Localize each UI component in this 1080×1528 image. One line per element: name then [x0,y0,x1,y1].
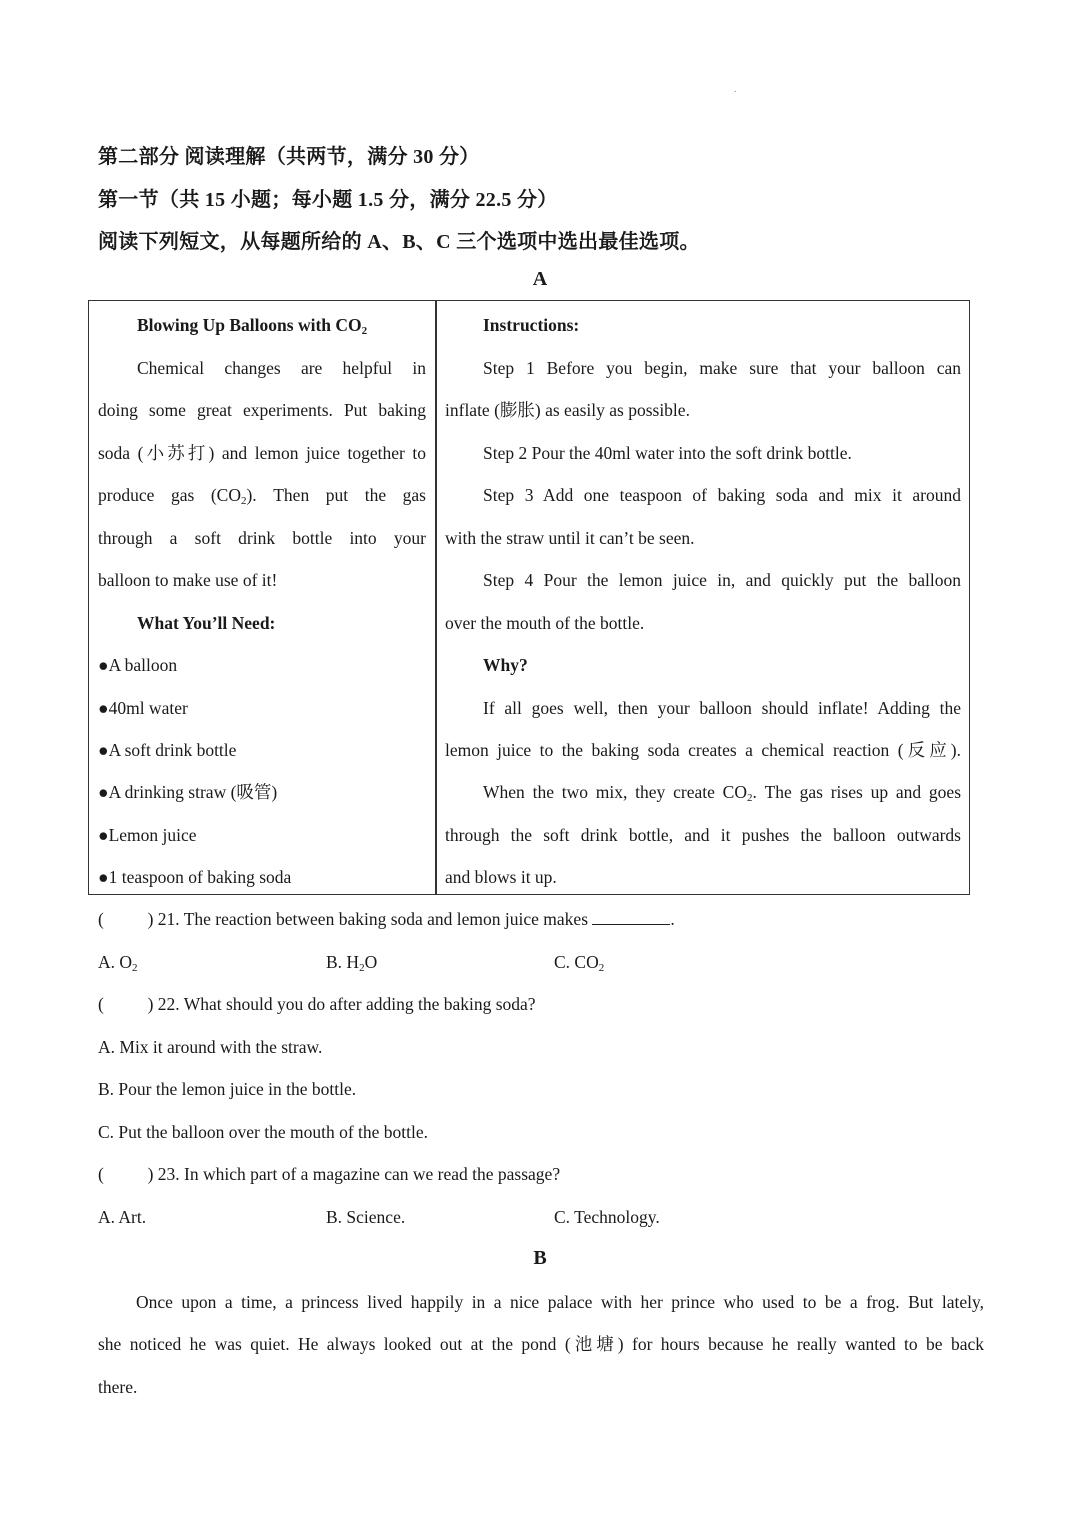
bullet-icon: ● [98,740,109,760]
need-item: ●A balloon [98,655,178,675]
option-23c[interactable]: C. Technology. [554,1207,660,1227]
intro-line: doing some great experiments. Put baking [98,400,426,420]
answer-bracket[interactable]: ( ) [98,1164,154,1184]
passage-b-line: she noticed he was quiet. He always looked out at the pond (池塘) for hours because he really wanted to be back [98,1334,984,1354]
step-1-line: inflate (膨胀) as easily as possible. [445,400,690,420]
option-22c[interactable]: C. Put the balloon over the mouth of the bottle. [98,1122,429,1142]
bullet-icon: ● [98,698,109,718]
passage-a-table [88,300,970,895]
bullet-icon: ● [98,825,109,845]
passage-b-label: B [533,1247,547,1269]
passage-a-label: A [532,268,548,290]
question-23: ( ) 23. In which part of a magazine can we read the passage? [98,1164,561,1184]
option-21c[interactable]: C. $CO_2$ [554,952,605,974]
experiment-title: Blowing Up Balloons with $CO_2$ [137,315,368,337]
step-1-line: Step 1 Before you begin, make sure that your balloon can [483,358,961,378]
why-title: Why? [483,655,528,675]
section-title: 第一节（共 15 小题；每小题 1.5 分，满分 22.5 分） [98,189,558,211]
why-line: and blows it up. [445,867,557,887]
need-item: ●Lemon juice [98,825,197,845]
need-item: ●A drinking straw (吸管) [98,782,278,802]
part-title: 第二部分 阅读理解（共两节，满分 30 分） [98,146,480,168]
option-22b[interactable]: B. Pour the lemon juice in the bottle. [98,1079,357,1099]
bullet-icon: ● [98,655,109,675]
why-line: If all goes well, then your balloon should inflate! Adding the [483,698,961,718]
option-23b[interactable]: B. Science. [326,1207,406,1227]
step-4-line: Step 4 Pour the lemon juice in, and quickly put the balloon [483,570,961,590]
intro-line: produce gas $(CO_2)$. Then put the gas [98,485,426,507]
bullet-icon: ● [98,782,109,802]
step-2-line: Step 2 Pour the 40ml water into the soft drink bottle. [483,443,852,463]
why-line: through the soft drink bottle, and it pushes the balloon outwards [445,825,961,845]
answer-bracket[interactable]: ( ) [98,994,154,1014]
scan-speck: . [734,84,737,95]
step-3-line: with the straw until it can’t be seen. [445,528,695,548]
column-divider [435,301,437,894]
option-21b[interactable]: B. $H_2O$ [326,952,378,974]
bullet-icon: ● [98,867,109,887]
question-22: ( ) 22. What should you do after adding the baking soda? [98,994,536,1014]
intro-line: Chemical changes are helpful in [137,358,426,378]
instruction: 阅读下列短文，从每题所给的 A、B、C 三个选项中选出最佳选项。 [98,231,700,253]
answer-blank [592,910,670,925]
intro-line: through a soft drink bottle into your [98,528,426,548]
passage-b-line: Once upon a time, a princess lived happily in a nice palace with her prince who used to be a frog. But lately, [136,1292,984,1312]
question-21: ( ) 21. The reaction between baking soda and lemon juice makes . [98,909,675,929]
passage-b-line: there. [98,1377,138,1397]
need-item: ●40ml water [98,698,188,718]
why-line: When the two mix, they create $CO_2$. The gas rises up and goes [483,782,961,804]
intro-line: balloon to make use of it! [98,570,278,590]
step-3-line: Step 3 Add one teaspoon of baking soda and mix it around [483,485,961,505]
intro-line: soda (小苏打) and lemon juice together to [98,443,426,463]
option-21a[interactable]: A. $O_2$ [98,952,138,974]
need-item: ●A soft drink bottle [98,740,237,760]
why-line: lemon juice to the baking soda creates a chemical reaction (反应). [445,740,961,760]
need-item: ●1 teaspoon of baking soda [98,867,292,887]
instructions-title: Instructions: [483,315,580,335]
needs-title: What You’ll Need: [137,613,276,633]
answer-bracket[interactable]: ( ) [98,909,154,929]
step-4-line: over the mouth of the bottle. [445,613,645,633]
option-22a[interactable]: A. Mix it around with the straw. [98,1037,323,1057]
option-23a[interactable]: A. Art. [98,1207,147,1227]
